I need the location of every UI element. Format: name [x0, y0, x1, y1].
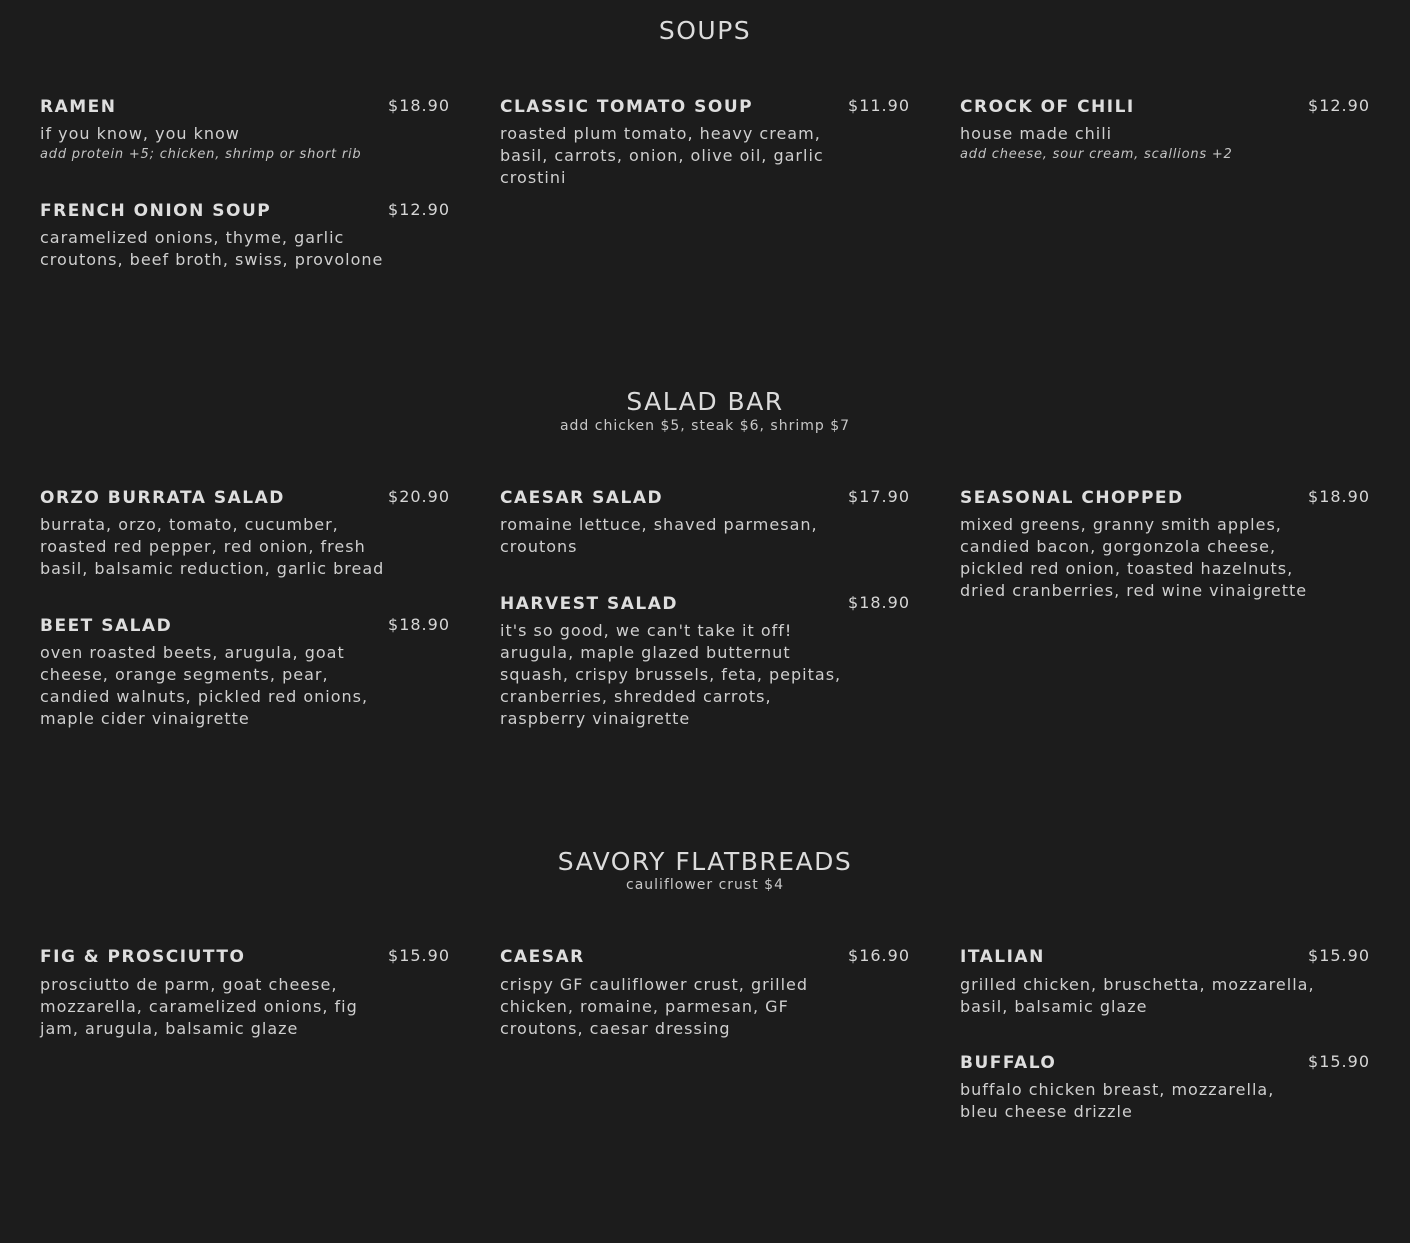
- item-name: CLASSIC TOMATO SOUP: [500, 97, 754, 117]
- item-description: oven roasted beets, arugula, goat cheese, orange segments, pear, candied walnuts, pickled red onions, maple cider vinaigrette: [40, 643, 369, 728]
- item-price: $18.90: [388, 615, 450, 634]
- item-description: if you know, you know: [40, 124, 240, 143]
- item-description: mixed greens, granny smith apples, candied bacon, gorgonzola cheese, pickled red onion, toasted hazelnuts, dried cranberries, red wine vinaigrette: [960, 515, 1308, 600]
- item-description: burrata, orzo, tomato, cucumber, roasted red pepper, red onion, fresh basil, balsamic reduction, garlic bread: [40, 515, 385, 578]
- item-price: $16.90: [848, 946, 910, 965]
- item-price: $17.90: [848, 487, 910, 506]
- item-name: RAMEN: [40, 97, 117, 117]
- item-note: add cheese, sour cream, scallions +2: [960, 147, 1233, 162]
- item-name: CAESAR: [500, 947, 585, 967]
- item-price: $15.90: [1308, 946, 1370, 965]
- item-description: roasted plum tomato, heavy cream, basil, carrots, onion, olive oil, garlic crostini: [500, 124, 824, 187]
- section-subtitle: add chicken $5, steak $6, shrimp $7: [559, 418, 851, 434]
- item-name: CROCK OF CHILI: [960, 97, 1135, 117]
- section-title: SAVORY FLATBREADS: [557, 847, 853, 876]
- item-price: $20.90: [388, 487, 450, 506]
- item-name: FRENCH ONION SOUP: [40, 201, 272, 221]
- item-description: caramelized onions, thyme, garlic croutons, beef broth, swiss, provolone: [40, 228, 384, 269]
- item-name: ORZO BURRATA SALAD: [40, 488, 285, 508]
- item-note: add protein +5; chicken, shrimp or short rib: [40, 147, 362, 162]
- section-title: SALAD BAR: [626, 387, 784, 416]
- item-description: prosciutto de parm, goat cheese, mozzarella, caramelized onions, fig jam, arugula, balsamic glaze: [40, 975, 358, 1038]
- item-name: HARVEST SALAD: [500, 594, 679, 614]
- item-description: grilled chicken, bruschetta, mozzarella, basil, balsamic glaze: [960, 975, 1315, 1016]
- item-price: $18.90: [388, 96, 450, 115]
- item-description: it's so good, we can't take it off! arugula, maple glazed butternut squash, crispy brussels, feta, pepitas, cranberries, shredded carrots, raspberry vinaigrette: [500, 621, 842, 728]
- item-price: $18.90: [848, 593, 910, 612]
- item-description: buffalo chicken breast, mozzarella, bleu cheese drizzle: [960, 1080, 1275, 1121]
- item-name: FIG & PROSCIUTTO: [40, 947, 246, 967]
- item-description: romaine lettuce, shaved parmesan, croutons: [500, 515, 818, 556]
- item-description: crispy GF cauliflower crust, grilled chicken, romaine, parmesan, GF croutons, caesar dressing: [500, 975, 809, 1038]
- section-subtitle: cauliflower crust $4: [626, 877, 784, 893]
- item-price: $12.90: [388, 200, 450, 219]
- item-name: BUFFALO: [960, 1053, 1057, 1073]
- item-name: BEET SALAD: [40, 616, 173, 636]
- item-price: $18.90: [1308, 487, 1370, 506]
- item-description: house made chili: [960, 124, 1113, 143]
- item-name: CAESAR SALAD: [500, 488, 664, 508]
- item-price: $15.90: [1308, 1052, 1370, 1071]
- item-name: ITALIAN: [960, 947, 1045, 967]
- section-title: SOUPS: [658, 16, 752, 45]
- item-price: $15.90: [388, 946, 450, 965]
- item-name: SEASONAL CHOPPED: [960, 488, 1184, 508]
- item-price: $11.90: [848, 96, 910, 115]
- item-price: $12.90: [1308, 96, 1370, 115]
